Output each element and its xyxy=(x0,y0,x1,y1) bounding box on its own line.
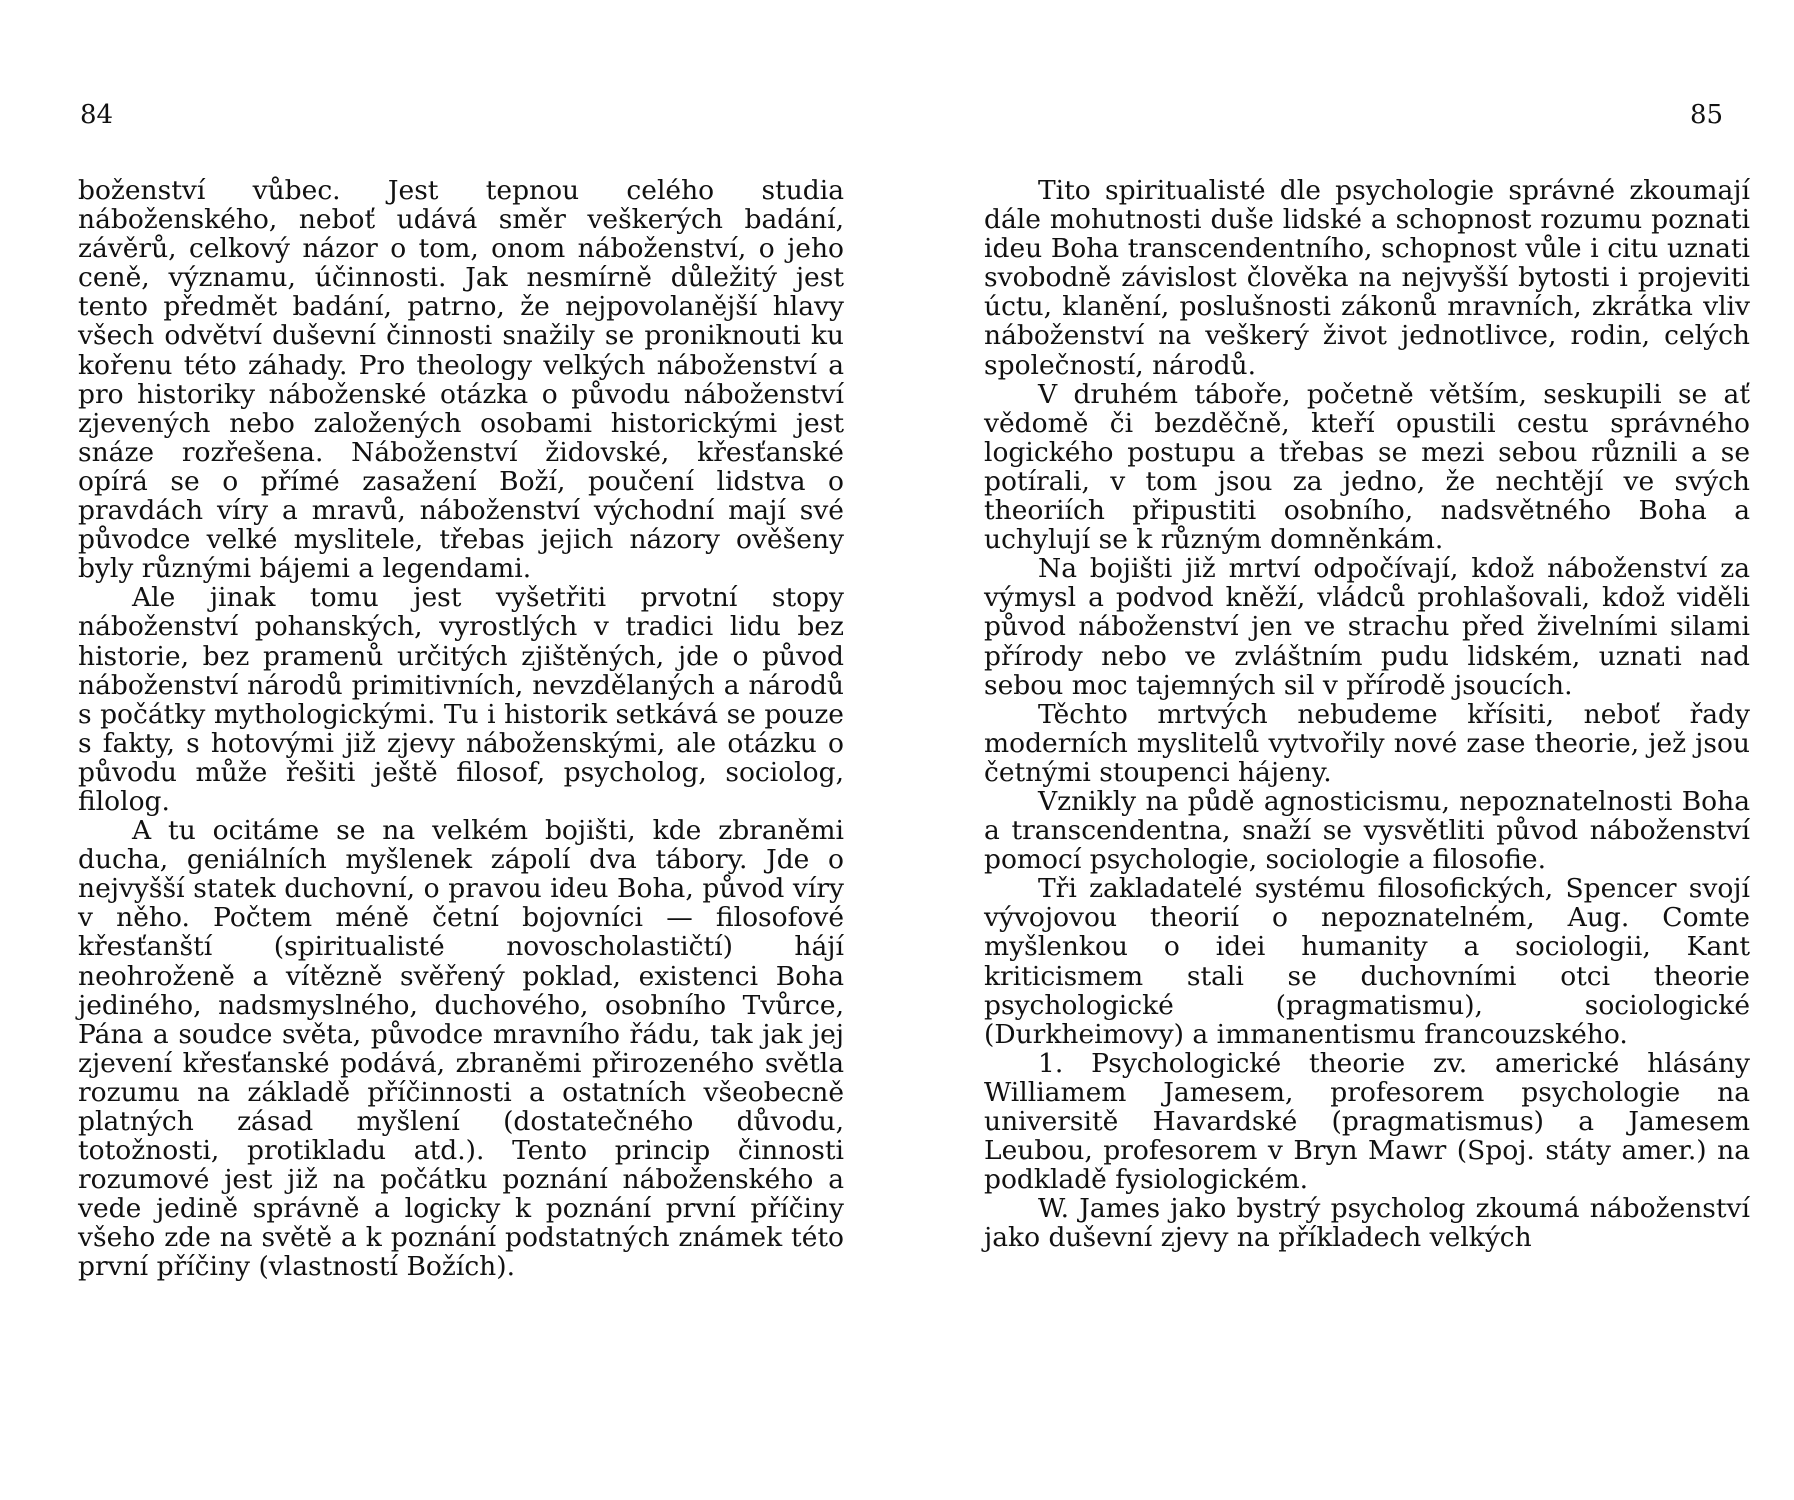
paragraph: boženství vůbec. Jest tepnou celého studia náboženského, neboť udává směr veškerých badání, závěrů, celkový názor o tom, onom náboženství, o jeho ceně, významu, účinnosti. Jak nesmírně důležitý jest tento předmět badání, patrno, že nejpovolanější hlavy všech odvětví duševní činnosti snažily se proniknouti ku kořenu této záhady. Pro theology velkých náboženství a pro historiky náboženské otázka o původu náboženství zjevených nebo založených osobami historickými jest snáze rozřešena. Náboženství židovské, křesťanské opírá se o přímé zasažení Boží, poučení lidstva o pravdách víry a mravů, náboženství východní mají své původce velké myslitele, třebas jejich názory ověšeny byly různými bájemi a legendami. xyxy=(78,175,844,585)
paragraph: Vznikly na půdě agnosticismu, nepoznatelnosti Boha a transcendentna, snaží se vysvětliti původ náboženství pomocí psychologie, sociologie a filosofie. xyxy=(984,785,1750,876)
paragraph: 1. Psychologické theorie zv. americké hlásány Williamem Jamesem, profesorem psychologie na universitě Havardské (pragmatismus) a Jamesem Leubou, profesorem v Bryn Mawr (Spoj. státy amer.) na podkladě fysiologickém. xyxy=(984,1047,1750,1196)
left-page-text xyxy=(78,176,844,1282)
paragraph: Těchto mrtvých nebudeme křísiti, neboť řady moderních myslitelů vytvořily nové zase theorie, jež jsou četnými stoupenci hájeny. xyxy=(984,698,1750,788)
paragraph: Na bojišti již mrtví odpočívají, kdož náboženství za výmysl a podvod kněží, vládců prohlašovali, kdož viděli původ náboženství jen ve strachu před živelními silami přírody nebo ve zvláštním pudu lidském, uznati nad sebou moc tajemných sil v přírodě jsoucích. xyxy=(984,553,1750,701)
paragraph: Ale jinak tomu jest vyšetřiti prvotní stopy náboženství pohanských, vyrostlých v tradici lidu bez historie, bez pramenů určitých zjištěných, jde o původ náboženství národů primitivních, nevzdělaných a národů s počátky mythologickými. Tu i historik setkává se pouze s fakty, s hotovými již zjevy náboženskými, ale otázku o původu může řešiti ještě filosof, psycholog, sociolog, filolog. xyxy=(78,582,844,817)
right-page-text xyxy=(984,176,1750,1252)
page-number-left: 84 xyxy=(80,100,114,130)
paragraph: V druhém táboře, početně větším, seskupili se ať vědomě či bezděčně, kteří opustili cestu správného logického postupu a třebas se mezi sebou různili a se potírali, v tom jsou za jedno, že nechtějí ve svých theoriích připustiti osobního, nadsvětného Boha a uchylují se k různým domněnkám. xyxy=(984,378,1750,556)
paragraph: Tito spiritualisté dle psychologie správné zkoumají dále mohutnosti duše lidské a schopnost rozumu poznati ideu Boha transcendentního, schopnost vůle i citu uznati svobodně závislost člověka na nejvyšší bytosti i projeviti úctu, klanění, poslušnosti zákonů mravních, zkrátka vliv náboženství na veškerý život jednotlivce, rodin, celých společností, národů. xyxy=(984,175,1750,381)
page-number-right: 85 xyxy=(1690,100,1724,130)
paragraph: Tři zakladatelé systému filosofických, Spencer svojí vývojovou theorií o nepoznatelném, Aug. Comte myšlenkou o idei humanity a sociologii, Kant kriticismem stali se duchovními otci theorie psychologické (pragmatismu), sociologické (Durkheimovy) a immanentismu francouzského. xyxy=(984,873,1750,1050)
paragraph: W. James jako bystrý psycholog zkoumá náboženství jako duševní zjevy na příkladech velkých xyxy=(984,1193,1750,1254)
paragraph: A tu ocitáme se na velkém bojišti, kde zbraněmi ducha, geniálních myšlenek zápolí dva tábory. Jde o nejvyšší statek duchovní, o pravou ideu Boha, původ víry v něho. Počtem méně četní bojovníci — filosofové křesťanští (spiritualisté novoscholastičtí) hájí neohroženě a vítězně svěřený poklad, existenci Boha jediného, nadsmyslného, duchového, osobního Tvůrce, Pána a soudce světa, původce mravního řádu, tak jak jej zjevení křesťanské podává, zbraněmi přirozeného světla rozumu na základě příčinnosti a ostatních všeobecně platných zásad myšlení (dostatečného důvodu, totožnosti, protikladu atd.). Tento princip činnosti rozumové jest již na počátku poznání náboženského a vede jedině správně a logicky k poznání první příčiny všeho zde na světě a k poznání podstatných známek této první příčiny (vlastností Božích). xyxy=(78,815,844,1283)
